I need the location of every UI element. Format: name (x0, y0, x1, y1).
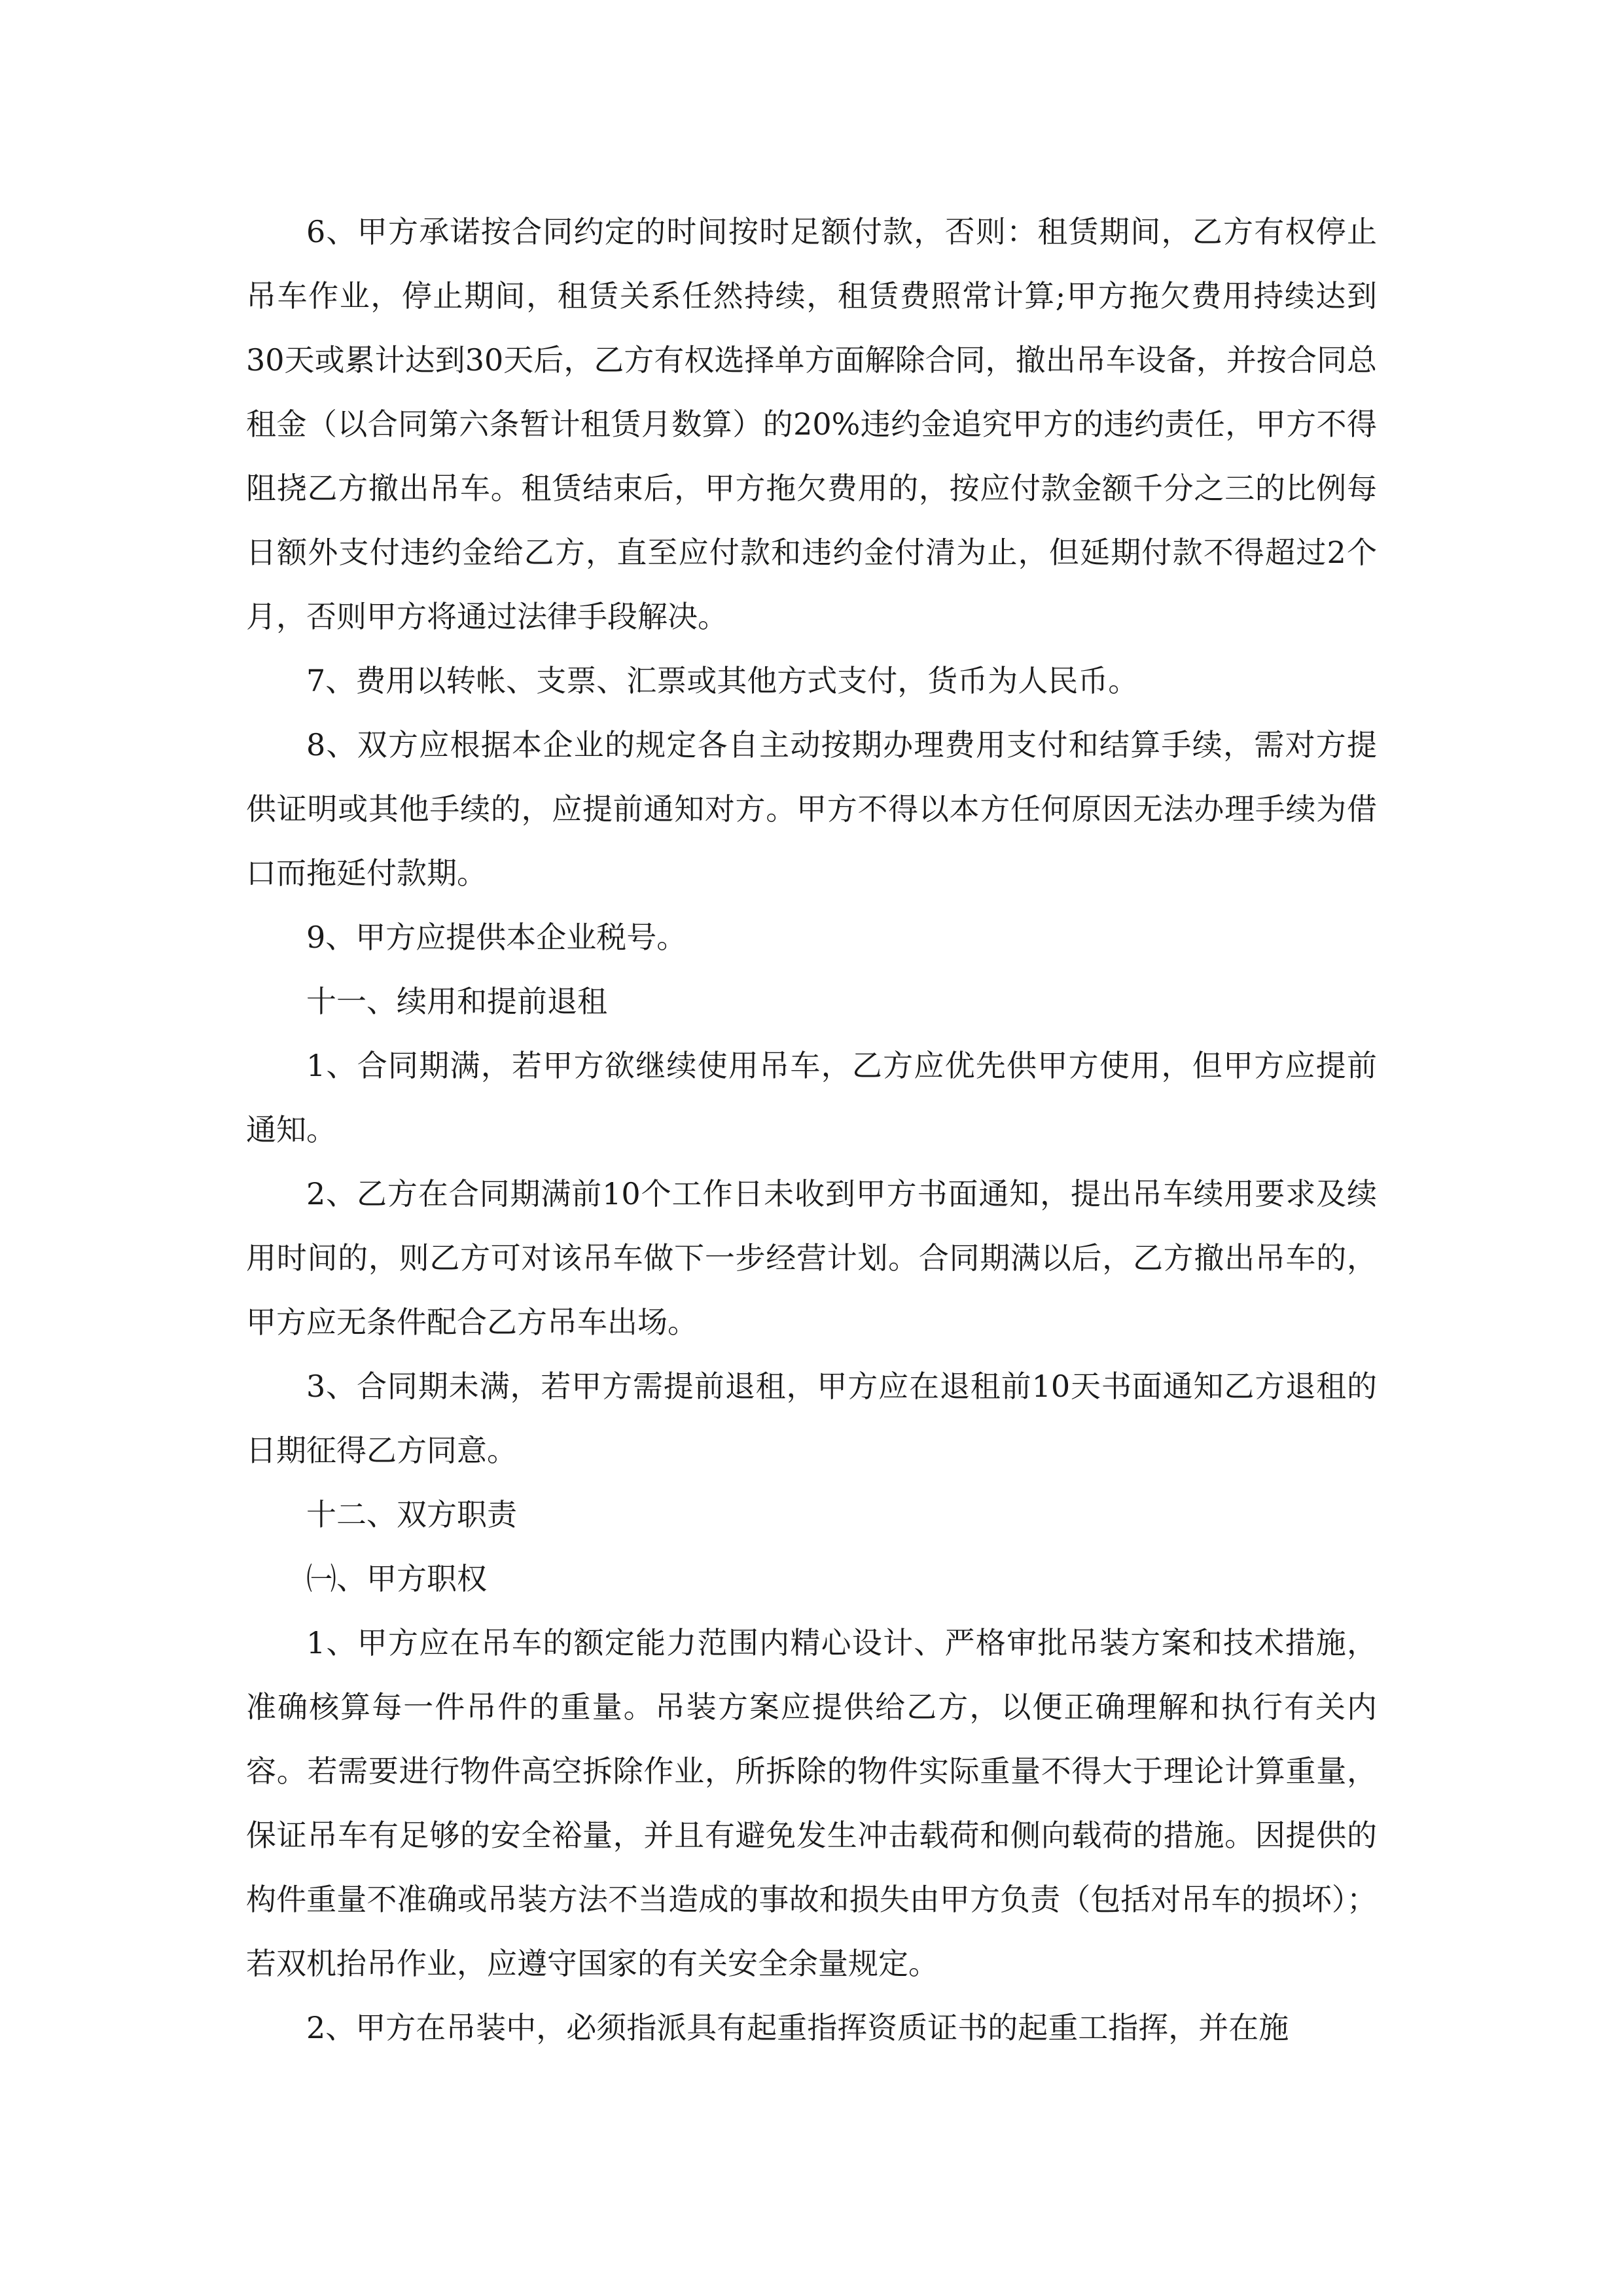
paragraph-lifting-commander: 2、甲方在吊装中，必须指派具有起重指挥资质证书的起重工指挥，并在施 (306, 2010, 1289, 2045)
paragraph-tax-number: 9、甲方应提供本企业税号。 (306, 920, 687, 955)
paragraph-settlement-procedure: 8、双方应根据本企业的规定各自主动按期办理费用支付和结算手续，需对方提供证明或其他手续的，应提前通知对方。甲方不得以本方任何原因无法办理手续为借口而拖延付款期。 (246, 727, 1377, 891)
paragraph-early-termination: 3、合同期未满，若甲方需提前退租，甲方应在退租前10天书面通知乙方退租的日期征得乙方同意。 (246, 1369, 1377, 1468)
section-heading-renewal: 十一、续用和提前退租 (306, 984, 607, 1019)
subsection-heading-party-a: ㈠、甲方职权 (306, 1561, 487, 1596)
paragraph-lifting-plan: 1、甲方应在吊车的额定能力范围内精心设计、严格审批吊装方案和技术措施，准确核算每一件吊件的重量。吊装方案应提供给乙方，以便正确理解和执行有关内容。若需要进行物件高空拆除作业，所拆除的物件实际重量不得大于理论计算重量，保证吊车有足够的安全裕量，并且有避免发生冲击载荷和侧向载荷的措施。因提供的构件重量不准确或吊装方法不当造成的事故和损失由甲方负责（包括对吊车的损坏）；若双机抬吊作业，应遵守国家的有关安全余量规定。 (246, 1625, 1377, 1981)
document-body (246, 200, 1377, 2060)
paragraph-renewal-notice: 2、乙方在合同期满前10个工作日未收到甲方书面通知，提出吊车续用要求及续用时间的，则乙方可对该吊车做下一步经营计划。合同期满以后，乙方撤出吊车的，甲方应无条件配合乙方吊车出场。 (246, 1176, 1377, 1340)
paragraph-payment-method: 7、费用以转帐、支票、汇票或其他方式支付，货币为人民币。 (306, 663, 1139, 698)
section-heading-responsibilities: 十二、双方职责 (306, 1497, 517, 1532)
paragraph-renewal-priority: 1、合同期满，若甲方欲继续使用吊车，乙方应优先供甲方使用，但甲方应提前通知。 (246, 1048, 1377, 1147)
paragraph-payment-default: 6、甲方承诺按合同约定的时间按时足额付款，否则：租赁期间，乙方有权停止吊车作业，停止期间，租赁关系任然持续，租赁费照常计算;甲方拖欠费用持续达到30天或累计达到30天后，乙方有权选择单方面解除合同，撤出吊车设备，并按合同总租金（以合同第六条暂计租赁月数算）的20%违约金追究甲方的违约责任，甲方不得阻挠乙方撤出吊车。租赁结束后，甲方拖欠费用的，按应付款金额千分之三的比例每日额外支付违约金给乙方，直至应付款和违约金付清为止，但延期付款不得超过2个月，否则甲方将通过法律手段解决。 (246, 214, 1377, 634)
